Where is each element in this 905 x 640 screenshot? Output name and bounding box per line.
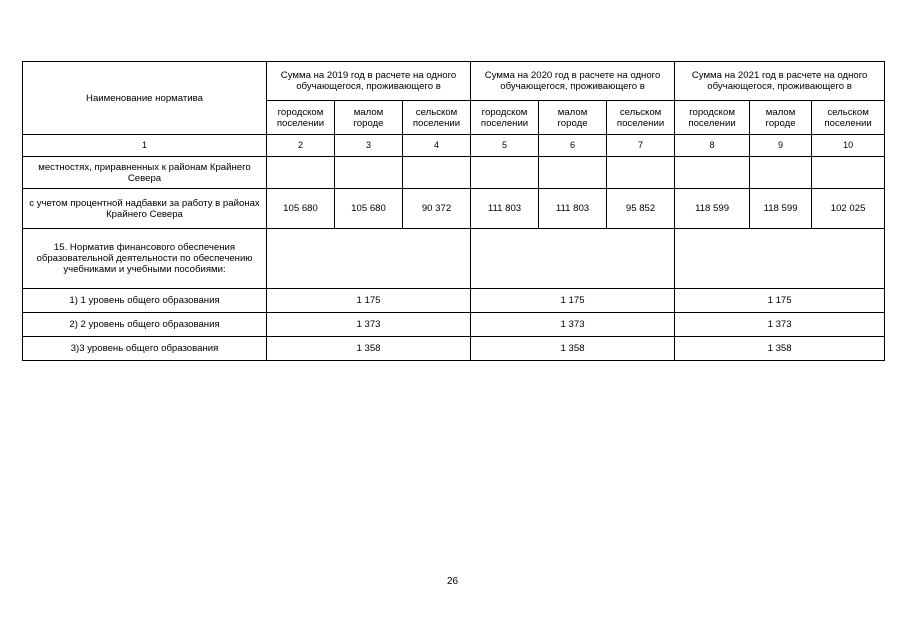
header-group-2020: Сумма на 2020 год в расчете на одного обучающегося, проживающего в — [471, 62, 675, 101]
table-row — [23, 313, 885, 337]
col-number: 8 — [675, 135, 750, 157]
subcol-rural: сельском поселении — [812, 101, 885, 135]
value-cell: 1 373 — [675, 313, 885, 337]
row-label: 2) 2 уровень общего образования — [23, 313, 267, 337]
table-row — [23, 157, 885, 189]
row-label: 15. Норматив финансового обеспечения образовательной деятельности по обеспечению учебниками и учебными пособиями: — [23, 229, 267, 289]
empty-cell — [539, 157, 607, 189]
row-label: 3)3 уровень общего образования — [23, 337, 267, 361]
col-number: 6 — [539, 135, 607, 157]
empty-cell — [607, 157, 675, 189]
col-number: 5 — [471, 135, 539, 157]
norms-table — [22, 61, 885, 361]
col-number: 4 — [403, 135, 471, 157]
subcol-urban: городском поселении — [267, 101, 335, 135]
empty-cell — [812, 157, 885, 189]
value-cell: 1 358 — [471, 337, 675, 361]
row-label: 1) 1 уровень общего образования — [23, 289, 267, 313]
empty-cell — [471, 229, 675, 289]
table-row — [23, 337, 885, 361]
header-group-2019: Сумма на 2019 год в расчете на одного обучающегося, проживающего в — [267, 62, 471, 101]
header-row-years — [23, 62, 885, 101]
subcol-urban: городском поселении — [471, 101, 539, 135]
table-row — [23, 289, 885, 313]
col-number: 1 — [23, 135, 267, 157]
value-cell: 90 372 — [403, 189, 471, 229]
page-number: 26 — [446, 576, 459, 587]
value-cell: 1 358 — [675, 337, 885, 361]
value-cell: 1 358 — [267, 337, 471, 361]
col-number: 9 — [750, 135, 812, 157]
col-number: 3 — [335, 135, 403, 157]
value-cell: 95 852 — [607, 189, 675, 229]
col-number: 10 — [812, 135, 885, 157]
header-group-2021: Сумма на 2021 год в расчете на одного обучающегося, проживающего в — [675, 62, 885, 101]
table-row — [23, 229, 885, 289]
empty-cell — [750, 157, 812, 189]
column-numbers-row — [23, 135, 885, 157]
row-label: с учетом процентной надбавки за работу в районах Крайнего Севера — [23, 189, 267, 229]
empty-cell — [267, 229, 471, 289]
empty-cell — [403, 157, 471, 189]
subcol-urban: городском поселении — [675, 101, 750, 135]
value-cell: 1 175 — [471, 289, 675, 313]
value-cell: 102 025 — [812, 189, 885, 229]
empty-cell — [267, 157, 335, 189]
empty-cell — [675, 229, 885, 289]
empty-cell — [675, 157, 750, 189]
value-cell: 1 175 — [675, 289, 885, 313]
empty-cell — [471, 157, 539, 189]
value-cell: 105 680 — [335, 189, 403, 229]
col-number: 7 — [607, 135, 675, 157]
value-cell: 118 599 — [675, 189, 750, 229]
value-cell: 1 175 — [267, 289, 471, 313]
subcol-small-town: малом городе — [539, 101, 607, 135]
value-cell: 1 373 — [267, 313, 471, 337]
value-cell: 111 803 — [471, 189, 539, 229]
subcol-rural: сельском поселении — [607, 101, 675, 135]
subcol-rural: сельском поселении — [403, 101, 471, 135]
value-cell: 1 373 — [471, 313, 675, 337]
col-number: 2 — [267, 135, 335, 157]
subcol-small-town: малом городе — [750, 101, 812, 135]
table-row — [23, 189, 885, 229]
value-cell: 105 680 — [267, 189, 335, 229]
header-name: Наименование норматива — [23, 62, 267, 135]
value-cell: 111 803 — [539, 189, 607, 229]
value-cell: 118 599 — [750, 189, 812, 229]
row-label: местностях, приравненных к районам Крайнего Севера — [23, 157, 267, 189]
empty-cell — [335, 157, 403, 189]
subcol-small-town: малом городе — [335, 101, 403, 135]
